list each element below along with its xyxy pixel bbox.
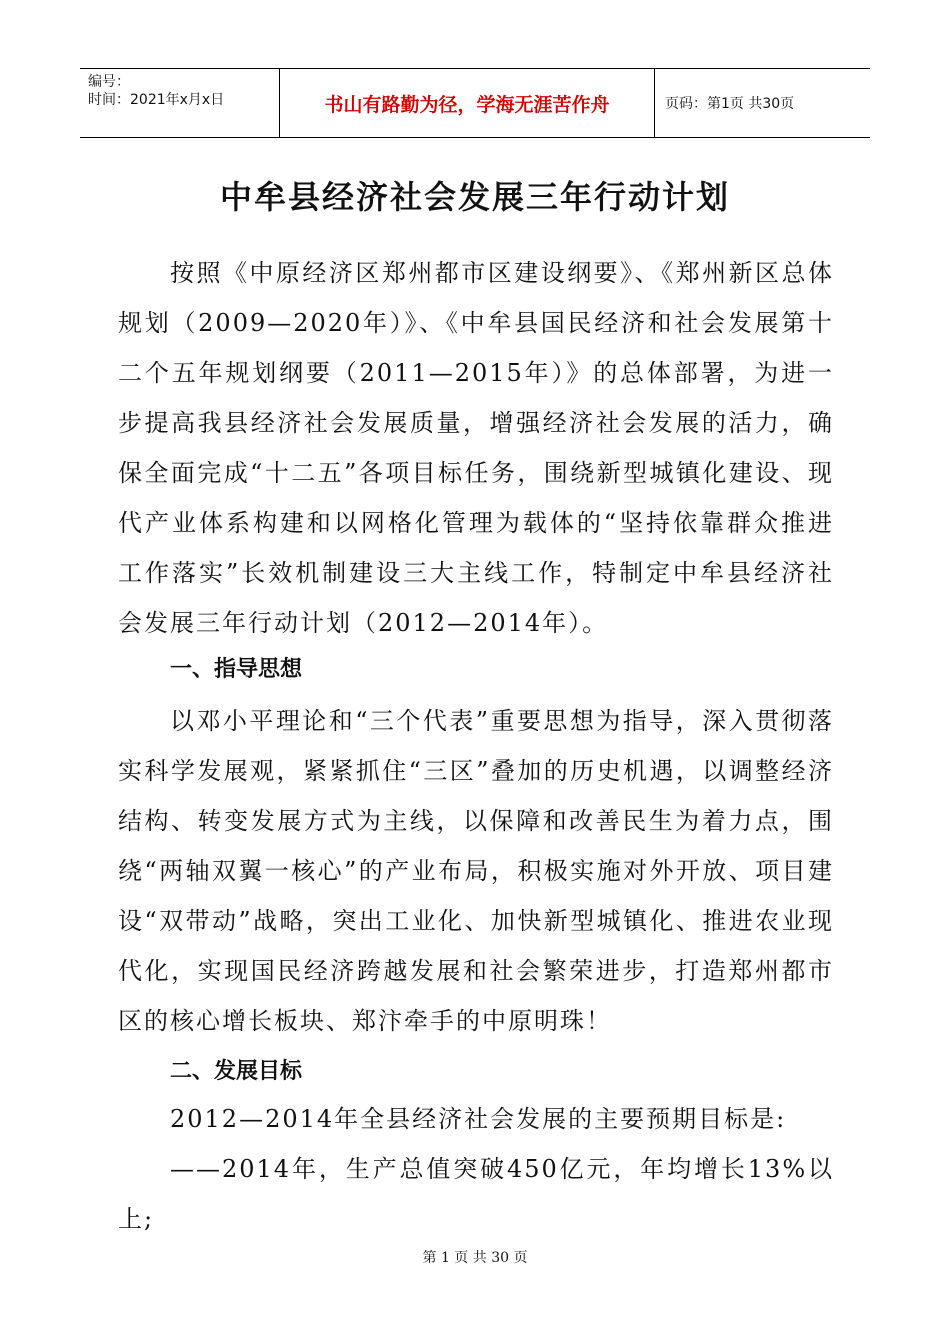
number-label: 编号： [88,74,130,90]
section1-paragraph: 以邓小平理论和“三个代表”重要思想为指导，深入贯彻落实科学发展观，紧紧抓住“三区”叠加的历史机遇，以调整经济结构、转变发展方式为主线，以保障和改善民生为着力点，围绕“两轴双翼一核心”的产业布局，积极实施对外开放、项目建设“双带动”战略，突出工业化、加快新型城镇化、推进农业现代化，实现国民经济跨越发展和社会繁荣进步，打造郑州都市区的核心增长板块、郑汴牵手的中原明珠！ [118,707,834,1035]
time-label: 时间：2021年x月x日 [88,92,225,108]
section1-heading: 一、指导思想 [170,657,303,682]
document-title: 中牟县经济社会发展三年行动计划 [219,178,730,216]
section2-item: ——2014年，生产总值突破450亿元，年均增长13%以上; [118,1155,834,1233]
section2-heading: 二、发展目标 [170,1059,303,1084]
page-footer: 第 1 页 共 30 页 [422,1250,528,1266]
section2-intro: 2012—2014年全县经济社会发展的主要预期目标是: [170,1105,787,1133]
page-header [80,68,870,138]
header-motto: 书山有路勤为径，学海无涯苦作舟 [280,69,655,137]
header-meta [80,69,280,137]
header-page-info: 页码：第1页 共30页 [665,96,795,112]
intro-paragraph: 按照《中原经济区郑州都市区建设纲要》、《郑州新区总体规划（2009—2020年）》、《中牟县国民经济和社会发展第十二个五年规划纲要（2011—2015年）》的总体部署，为进一步提高我县经济社会发展质量，增强经济社会发展的活力，确保全面完成“十二五”各项目标任务，围绕新型城镇化建设、现代产业体系构建和以网格化管理为载体的“坚持依靠群众推进工作落实”长效机制建设三大主线工作，特制定中牟县经济社会发展三年行动计划（2012—2014年）。 [118,259,834,637]
